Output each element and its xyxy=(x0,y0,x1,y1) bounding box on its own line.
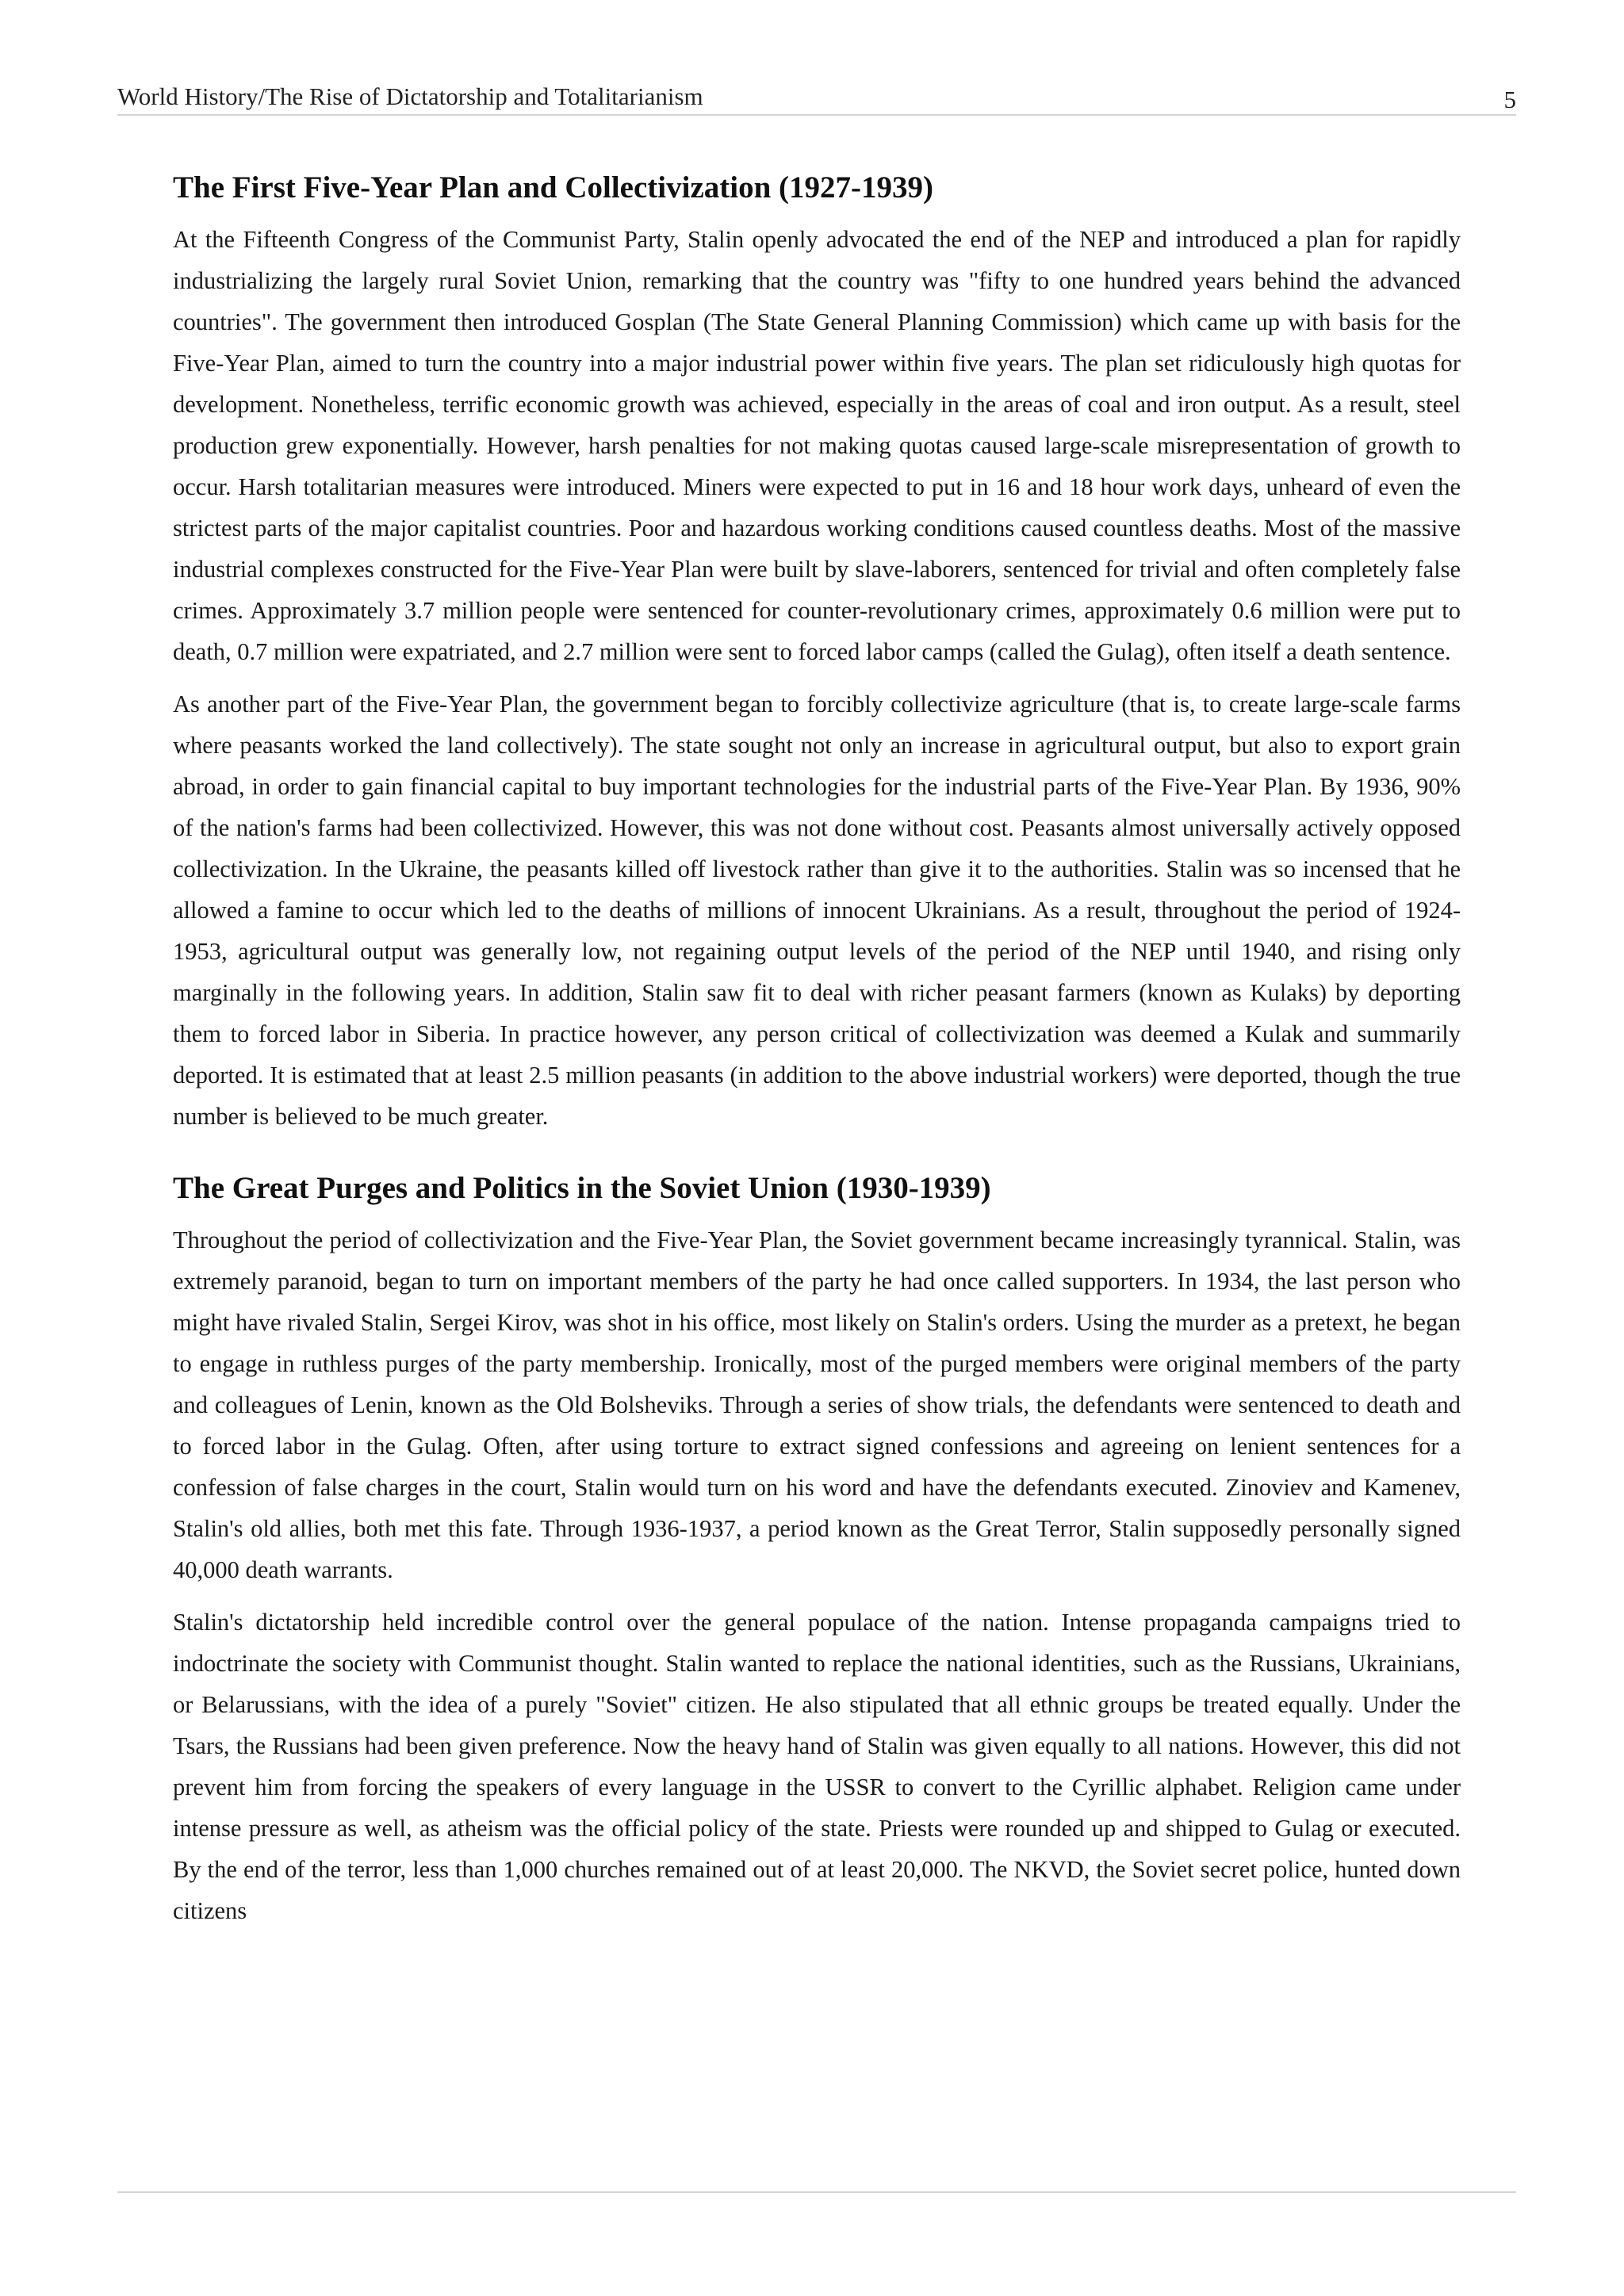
paragraph: Stalin's dictatorship held incredible control over the general populace of the nation. Intense propaganda campaigns tried to indoctrinate the society with Communist thought. Stalin wanted to replace the national identities, such as the Russians, Ukrainians, or Belarussians, with the idea of a purely "Soviet" citizen. He also stipulated that all ethnic groups be treated equally. Under the Tsars, the Russians had been given preference. Now the heavy hand of Stalin was given equally to all nations. However, this did not prevent him from forcing the speakers of every language in the USSR to convert to the Cyrillic alphabet. Religion came under intense pressure as well, as atheism was the official policy of the state. Priests were rounded up and shipped to Gulag or executed. By the end of the terror, less than 1,000 churches remained out of at least 20,000. The NKVD, the Soviet secret police, hunted down citizens xyxy=(173,1609,1461,1924)
page-header xyxy=(117,76,1516,116)
footer-divider xyxy=(117,2191,1516,2193)
section-five-year-plan xyxy=(173,168,1461,1137)
paragraph: At the Fifteenth Congress of the Communist Party, Stalin openly advocated the end of the NEP and introduced a plan for rapidly industrializing the largely rural Soviet Union, remarking that the country was "fifty to one hundred years behind the advanced countries". The government then introduced Gosplan (The State General Planning Commission) which came up with basis for the Five-Year Plan, aimed to turn the country into a major industrial power within five years. The plan set ridiculously high quotas for development. Nonetheless, terrific economic growth was achieved, especially in the areas of coal and iron output. As a result, steel production grew exponentially. However, harsh penalties for not making quotas caused large-scale misrepresentation of growth to occur. Harsh totalitarian measures were introduced. Miners were expected to put in 16 and 18 hour work days, unheard of even the strictest parts of the major capitalist countries. Poor and hazardous working conditions caused countless deaths. Most of the massive industrial complexes constructed for the Five-Year Plan were built by slave-laborers, sentenced for trivial and often completely false crimes. Approximately 3.7 million people were sentenced for counter-revolutionary crimes, approximately 0.6 million were put to death, 0.7 million were expatriated, and 2.7 million were sent to forced labor camps (called the Gulag), often itself a death sentence. xyxy=(173,226,1461,665)
header-title: World History/The Rise of Dictatorship and Totalitarianism xyxy=(117,82,703,110)
section-great-purges xyxy=(173,1169,1461,1931)
paragraph: Throughout the period of collectivization and the Five-Year Plan, the Soviet government became increasingly tyrannical. Stalin, was extremely paranoid, began to turn on important members of the party he had once called supporters. In 1934, the last person who might have rivaled Stalin, Sergei Kirov, was shot in his office, most likely on Stalin's orders. Using the murder as a pretext, he began to engage in ruthless purges of the party membership. Ironically, most of the purged members were original members of the party and colleagues of Lenin, known as the Old Bolsheviks. Through a series of show trials, the defendants were sentenced to death and to forced labor in the Gulag. Often, after using torture to extract signed confessions and agreeing on lenient sentences for a confession of false charges in the court, Stalin would turn on his word and have the defendants executed. Zinoviev and Kamenev, Stalin's old allies, both met this fate. Through 1936-1937, a period known as the Great Terror, Stalin supposedly personally signed 40,000 death warrants. xyxy=(173,1226,1461,1583)
section-heading: The First Five-Year Plan and Collectivization (1927-1939) xyxy=(173,170,933,205)
section-heading: The Great Purges and Politics in the Soviet Union (1930-1939) xyxy=(173,1171,991,1205)
document-body xyxy=(173,168,1461,1942)
paragraph: As another part of the Five-Year Plan, the government began to forcibly collectivize agriculture (that is, to create large-scale farms where peasants worked the land collectively). The state sought not only an increase in agricultural output, but also to export grain abroad, in order to gain financial capital to buy important technologies for the industrial parts of the Five-Year Plan. By 1936, 90% of the nation's farms had been collectivized. However, this was not done without cost. Peasants almost universally actively opposed collectivization. In the Ukraine, the peasants killed off livestock rather than give it to the authorities. Stalin was so incensed that he allowed a famine to occur which led to the deaths of millions of innocent Ukrainians. As a result, throughout the period of 1924-1953, agricultural output was generally low, not regaining output levels of the period of the NEP until 1940, and rising only marginally in the following years. In addition, Stalin saw fit to deal with richer peasant farmers (known as Kulaks) by deporting them to forced labor in Siberia. In practice however, any person critical of collectivization was deemed a Kulak and summarily deported. It is estimated that at least 2.5 million peasants (in addition to the above industrial workers) were deported, though the true number is believed to be much greater. xyxy=(173,691,1461,1130)
page-number: 5 xyxy=(1503,86,1516,113)
